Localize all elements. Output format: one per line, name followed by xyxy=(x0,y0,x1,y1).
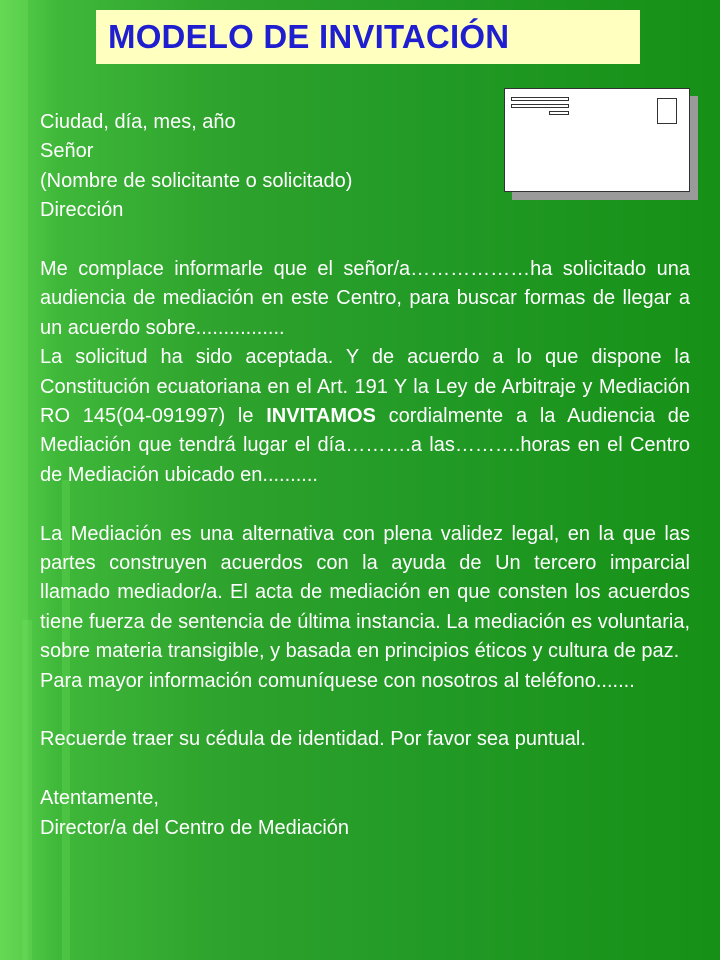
letter-body xyxy=(40,108,690,843)
spacer xyxy=(40,490,690,519)
document-title: MODELO DE INVITACIÓN xyxy=(108,18,510,55)
background-decoration-bar xyxy=(22,620,32,960)
header-line-salutation: Señor xyxy=(40,140,94,163)
paragraph-invitation-start: La solicitud ha sido aceptada. Y de acuerdo a lo que dispone la Constitución ecuatoriana en el Art. 191 Y la Ley de Arbitraje y Mediación RO 145(04-091997) le xyxy=(40,346,690,428)
paragraph-reminder: Recuerde traer su cédula de identidad. Por favor sea puntual. xyxy=(40,728,586,751)
header-line-address: Dirección xyxy=(40,199,124,222)
title-banner xyxy=(96,10,640,64)
spacer xyxy=(40,755,690,784)
paragraph-mediation-info: La Mediación es una alternativa con plena validez legal, en la que las partes construyen acuerdos con la ayuda de Un tercero imparcial llamado mediador/a. El acta de mediación en que consten los acuerdos tiene fuerza de sentencia de última instancia. La mediación es voluntaria, sobre materia transigible, y basada en principios éticos y cultura de paz. xyxy=(40,522,690,663)
spacer xyxy=(40,226,690,255)
signature-line: Director/a del Centro de Mediación xyxy=(40,816,350,839)
invitation-keyword: INVITAMOS xyxy=(266,405,376,428)
header-line-city-date: Ciudad, día, mes, año xyxy=(40,111,236,133)
envelope-address-line xyxy=(511,97,569,101)
closing-line: Atentamente, xyxy=(40,787,159,810)
paragraph-contact: Para mayor información comuníquese con nosotros al teléfono....... xyxy=(40,669,635,692)
paragraph-invitation xyxy=(40,343,690,490)
paragraph-invitation-end: cordialmente a la Audiencia de Mediación que tendrá lugar el día……….a las……….horas en el Centro de Mediación ubicado en.......... xyxy=(40,405,690,486)
header-line-name: (Nombre de solicitante o solicitado) xyxy=(40,169,353,192)
spacer xyxy=(40,696,690,725)
paragraph-request: Me complace informarle que el señor/a………………ha solicitado una audiencia de mediación en este Centro, para buscar formas de llegar a un acuerdo sobre................ xyxy=(40,258,690,339)
